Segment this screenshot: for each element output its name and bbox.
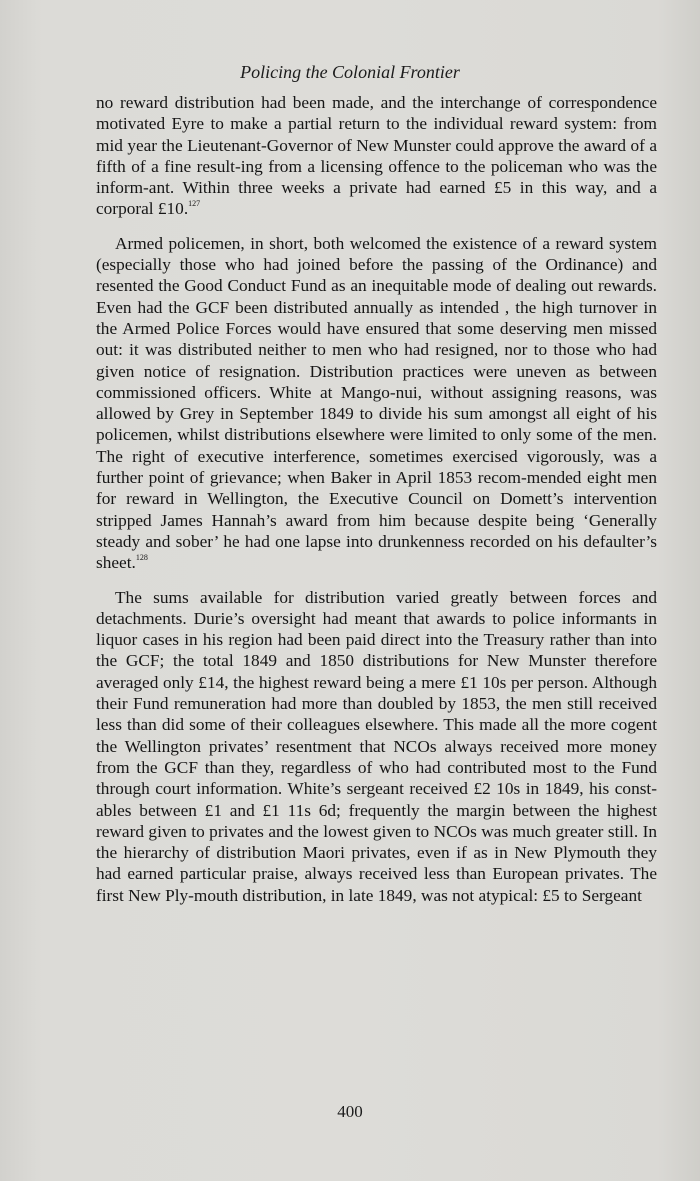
paragraph-1 [96,92,657,220]
body-text [96,92,657,906]
paragraph-3-text: The sums available for distribution varied greatly between forces and detachments. Durie’s oversight had meant that awards to police informants in liquor cases in his region had been paid direct into the Treasury rather than into the GCF; the total 1849 and 1850 distributions for New Munster therefore averaged only £14, the highest reward being a mere £1 10s per person. Although their Fund remuneration had more than doubled by 1853, the men still received less than did some of their colleagues elsewhere. This made all the more cogent the Wellington privates’ resentment that NCOs always received more money from the GCF than they, regardless of who had contributed most to the Fund through court information. White’s sergeant received £2 10s in 1849, his const-ables between £1 and £1 11s 6d; frequently the margin between the highest reward given to privates and the lowest given to NCOs was much greater still. In the hierarchy of distribution Maori privates, even if as in New Plymouth they had earned particular praise, always received less than European privates. The first New Ply-mouth distribution, in late 1849, was not atypical: £5 to Sergeant [96,587,657,905]
running-head: Policing the Colonial Frontier [240,62,460,82]
paragraph-2 [96,233,657,574]
footnote-ref-127: 127 [188,199,201,209]
paragraph-1-text: no reward distribution had been made, and the interchange of correspondence motivated Eyre to make a partial return to the individual reward system: from mid year the Lieutenant-Governor of New Munster could approve the award of a fifth of a fine result-ing from a licensing offence to the policeman who was the inform-ant. Within three weeks a private had earned £5 in this way, and a corporal £10. [96,93,657,219]
paragraph-2-text: Armed policemen, in short, both welcomed the existence of a reward system (especially those who had joined before the passing of the Ordinance) and resented the Good Conduct Fund as an inequitable mode of dealing out rewards. Even had the GCF been distributed annually as intended , the high turnover in the Armed Police Forces would have ensured that some deserving men missed out: it was distributed neither to men who had resigned, nor to those who had given notice of resignation. Distribution practices were uneven as between commissioned officers. White at Mango-nui, without assigning reasons, was allowed by Grey in September 1849 to divide his sum amongst all eight of his policemen, whilst distributions elsewhere were limited to only some of the men. The right of executive interference, sometimes exercised vigorously, was a further point of grievance; when Baker in April 1853 recom-mended eight men for reward in Wellington, the Executive Council on Domett’s intervention stripped James Hannah’s award from him because despite being ‘Generally steady and sober’ he had one lapse into drunkenness recorded on his defaulter’s sheet. [96,233,657,573]
paragraph-3 [96,587,657,906]
page-number: 400 [337,1102,363,1121]
footnote-ref-128: 128 [135,553,148,563]
